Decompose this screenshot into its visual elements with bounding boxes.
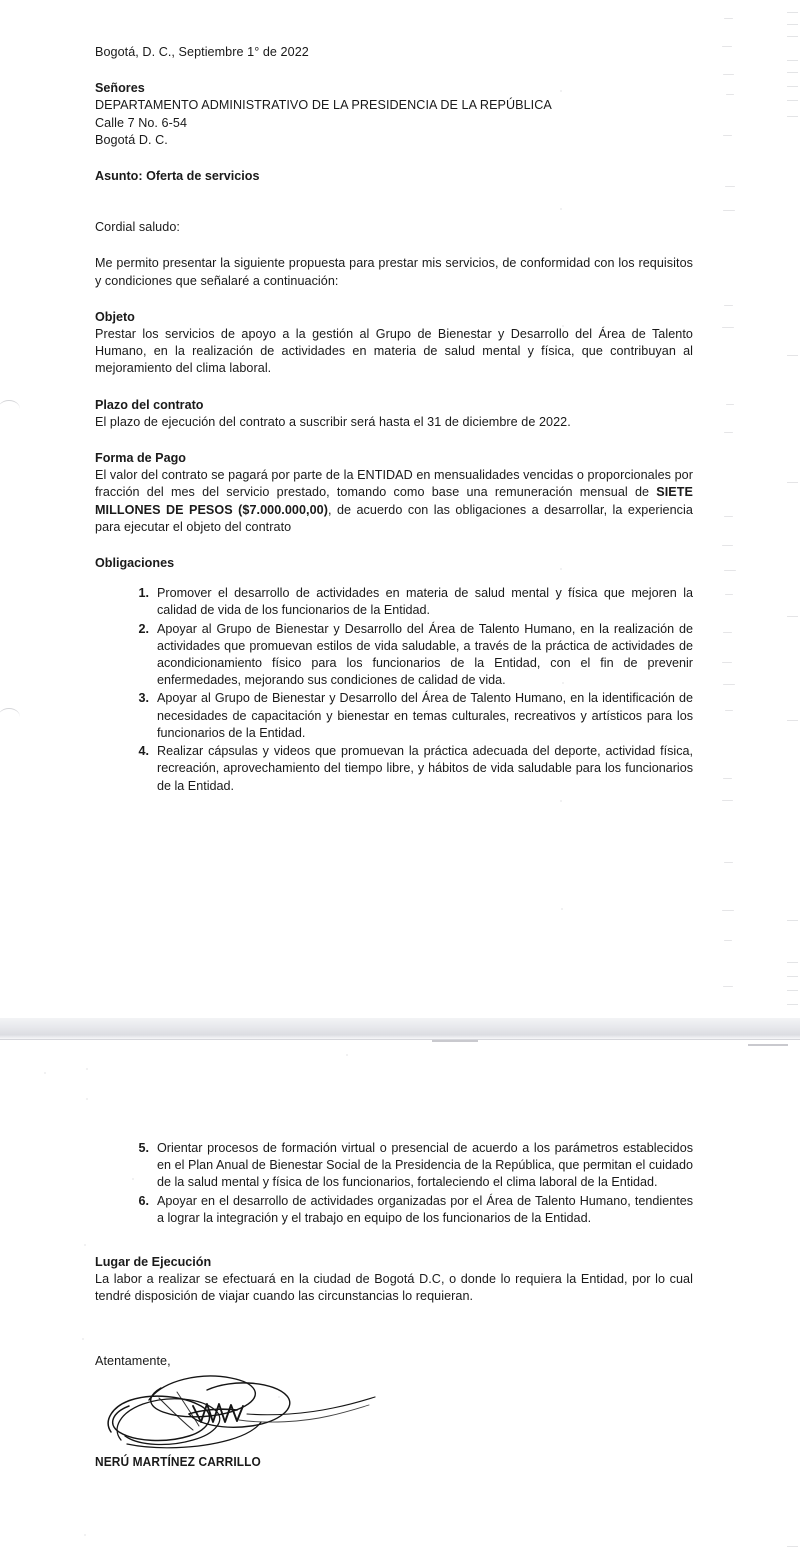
scan-artifact: [725, 710, 733, 711]
section-heading-plazo: Plazo del contrato: [95, 397, 204, 412]
list-item: Apoyar en el desarrollo de actividades organizadas por el Área de Talento Humano, tendientes a lograr la integración y el trabajo en equipo de los funcionarios de la Entidad.: [157, 1193, 693, 1225]
scan-artifact: [724, 570, 736, 571]
section-body-plazo: El plazo de ejecución del contrato a suscribir será hasta el 31 de diciembre de 2022.: [95, 414, 571, 429]
scan-artifact: [560, 90, 562, 92]
scan-artifact: [86, 1068, 88, 1070]
scan-artifact: [346, 1054, 348, 1056]
scan-artifact: [723, 74, 734, 75]
pago-text-before: El valor del contrato se pagará por parte de la ENTIDAD en mensualidades vencidas o proporcionales por fracción del mes del servicio prestado, tomando como base una remuneración mensual de: [95, 468, 693, 500]
scan-artifact: [0, 708, 20, 717]
section-heading-objeto: Objeto: [95, 309, 135, 324]
scan-artifact: [561, 908, 563, 910]
scan-artifact: [723, 210, 735, 211]
list-item: Apoyar al Grupo de Bienestar y Desarrollo del Área de Talento Humano, en la identificación de necesidades de capacitación y bienestar en temas culturales, recreativos y artísticos para los funcionarios de la Entidad.: [157, 691, 693, 740]
scan-artifact: [86, 1098, 88, 1100]
scan-artifact: [724, 18, 733, 19]
scan-artifact: [44, 1072, 46, 1074]
scan-artifact: [722, 545, 733, 546]
scan-artifact: [723, 684, 735, 685]
scan-artifact: [722, 327, 734, 328]
scan-artifact: [725, 186, 735, 187]
addressee-entity: DEPARTAMENTO ADMINISTRATIVO DE LA PRESIDENCIA DE LA REPÚBLICA: [95, 98, 552, 113]
scan-artifact: [725, 594, 733, 595]
subject-line: Asunto: Oferta de servicios: [95, 169, 260, 184]
scan-artifact: [560, 800, 562, 802]
page-break-separator: [0, 1018, 800, 1039]
list-item: Promover el desarrollo de actividades en materia de salud mental y física que mejoren la calidad de vida de los funcionarios de la Entidad.: [157, 586, 693, 618]
scan-artifact: [562, 325, 564, 327]
scan-artifact: [84, 1534, 86, 1536]
scan-artifact: [82, 1338, 84, 1340]
scan-artifact: [723, 986, 733, 987]
obligations-list-page-one: [95, 585, 693, 794]
scan-artifact: [726, 94, 734, 95]
section-heading-obligaciones: Obligaciones: [95, 556, 175, 571]
scan-artifact: [278, 1396, 280, 1398]
scan-artifact: [724, 516, 733, 517]
scan-artifact: [723, 135, 732, 136]
addressee-address: Calle 7 No. 6-54: [95, 115, 188, 130]
scan-artifact: [560, 208, 562, 210]
handwritten-signature-icon: [97, 1370, 417, 1454]
pago-text-after: , de acuerdo con las obligaciones a desarrollar, la experiencia para ejecutar el objeto del contrato: [95, 502, 693, 534]
scan-artifact: [723, 632, 732, 633]
closing-line: Atentamente,: [95, 1353, 171, 1368]
page-break-mark: [432, 1040, 478, 1042]
section-body-objeto: Prestar los servicios de apoyo a la gestión al Grupo de Bienestar y Desarrollo del Área de Talento Humano, en la realización de actividades en materia de salud mental y física, que contribuyan al mejoramiento del clima laboral.: [95, 327, 693, 376]
greeting: Cordial saludo:: [95, 220, 180, 235]
scan-artifact: [0, 400, 20, 409]
pago-amount: SIETE MILLONES DE PESOS ($7.000.000,00): [95, 485, 693, 517]
scan-artifact: [722, 46, 732, 47]
scan-artifact: [722, 800, 733, 801]
addressee-city: Bogotá D. C.: [95, 132, 168, 147]
scan-artifact: [562, 682, 564, 684]
section-heading-forma-de-pago: Forma de Pago: [95, 451, 186, 466]
section-body-forma-de-pago: [95, 467, 693, 536]
scan-artifact: [132, 1178, 134, 1180]
signature-block: [97, 1370, 417, 1454]
scan-artifact: [560, 568, 562, 570]
document-page-two: [95, 1140, 693, 1470]
list-item: Apoyar al Grupo de Bienestar y Desarrollo del Área de Talento Humano, en la realización de actividades que promuevan estilos de vida saludable, a través de la práctica de actividades de acondicionamiento físico para los funcionarios de la Entidad, con el fin de prevenir enfermedades, mejorando sus condiciones de calidad de vida.: [157, 621, 693, 688]
signatory-name: NERÚ MARTÍNEZ CARRILLO: [95, 1453, 261, 1469]
list-item: Orientar procesos de formación virtual o presencial de acuerdo a los parámetros establecidos en el Plan Anual de Bienestar Social de la Presidencia de la República, que permitan el cuidado de la salud mental y física de los funcionarios, fortaleciendo el clima laboral de la Entidad.: [157, 1141, 693, 1190]
addressee-salutation: Señores: [95, 81, 145, 96]
scan-artifact: [724, 940, 732, 941]
scan-artifact: [724, 305, 733, 306]
section-heading-lugar-de-ejecucion: Lugar de Ejecución: [95, 1255, 212, 1270]
document-page-one: [95, 44, 693, 796]
scan-artifact: [84, 1244, 86, 1246]
scan-artifact: [722, 910, 734, 911]
scan-artifact: [724, 862, 733, 863]
section-body-lugar-de-ejecucion: La labor a realizar se efectuará en la ciudad de Bogotá D.C, o donde lo requiera la Entidad, por lo cual tendré disposición de viajar cuando las circunstancias lo requieran.: [95, 1272, 693, 1304]
scan-artifact: [726, 404, 734, 405]
page-break-mark: [748, 1044, 788, 1046]
date-line: Bogotá, D. C., Septiembre 1° de 2022: [95, 45, 309, 59]
scan-artifact: [724, 432, 733, 433]
list-item: Realizar cápsulas y videos que promuevan la práctica adecuada del deporte, actividad física, recreación, aprovechamiento del tiempo libre, y hábitos de vida saludable para los funcionarios de la Entidad.: [157, 744, 693, 793]
scan-artifact: [723, 778, 732, 779]
intro-paragraph: Me permito presentar la siguiente propuesta para prestar mis servicios, de conformidad con los requisitos y condiciones que señalaré a continuación:: [95, 256, 693, 288]
scan-artifact: [722, 662, 732, 663]
obligations-list-page-two: [95, 1140, 693, 1227]
